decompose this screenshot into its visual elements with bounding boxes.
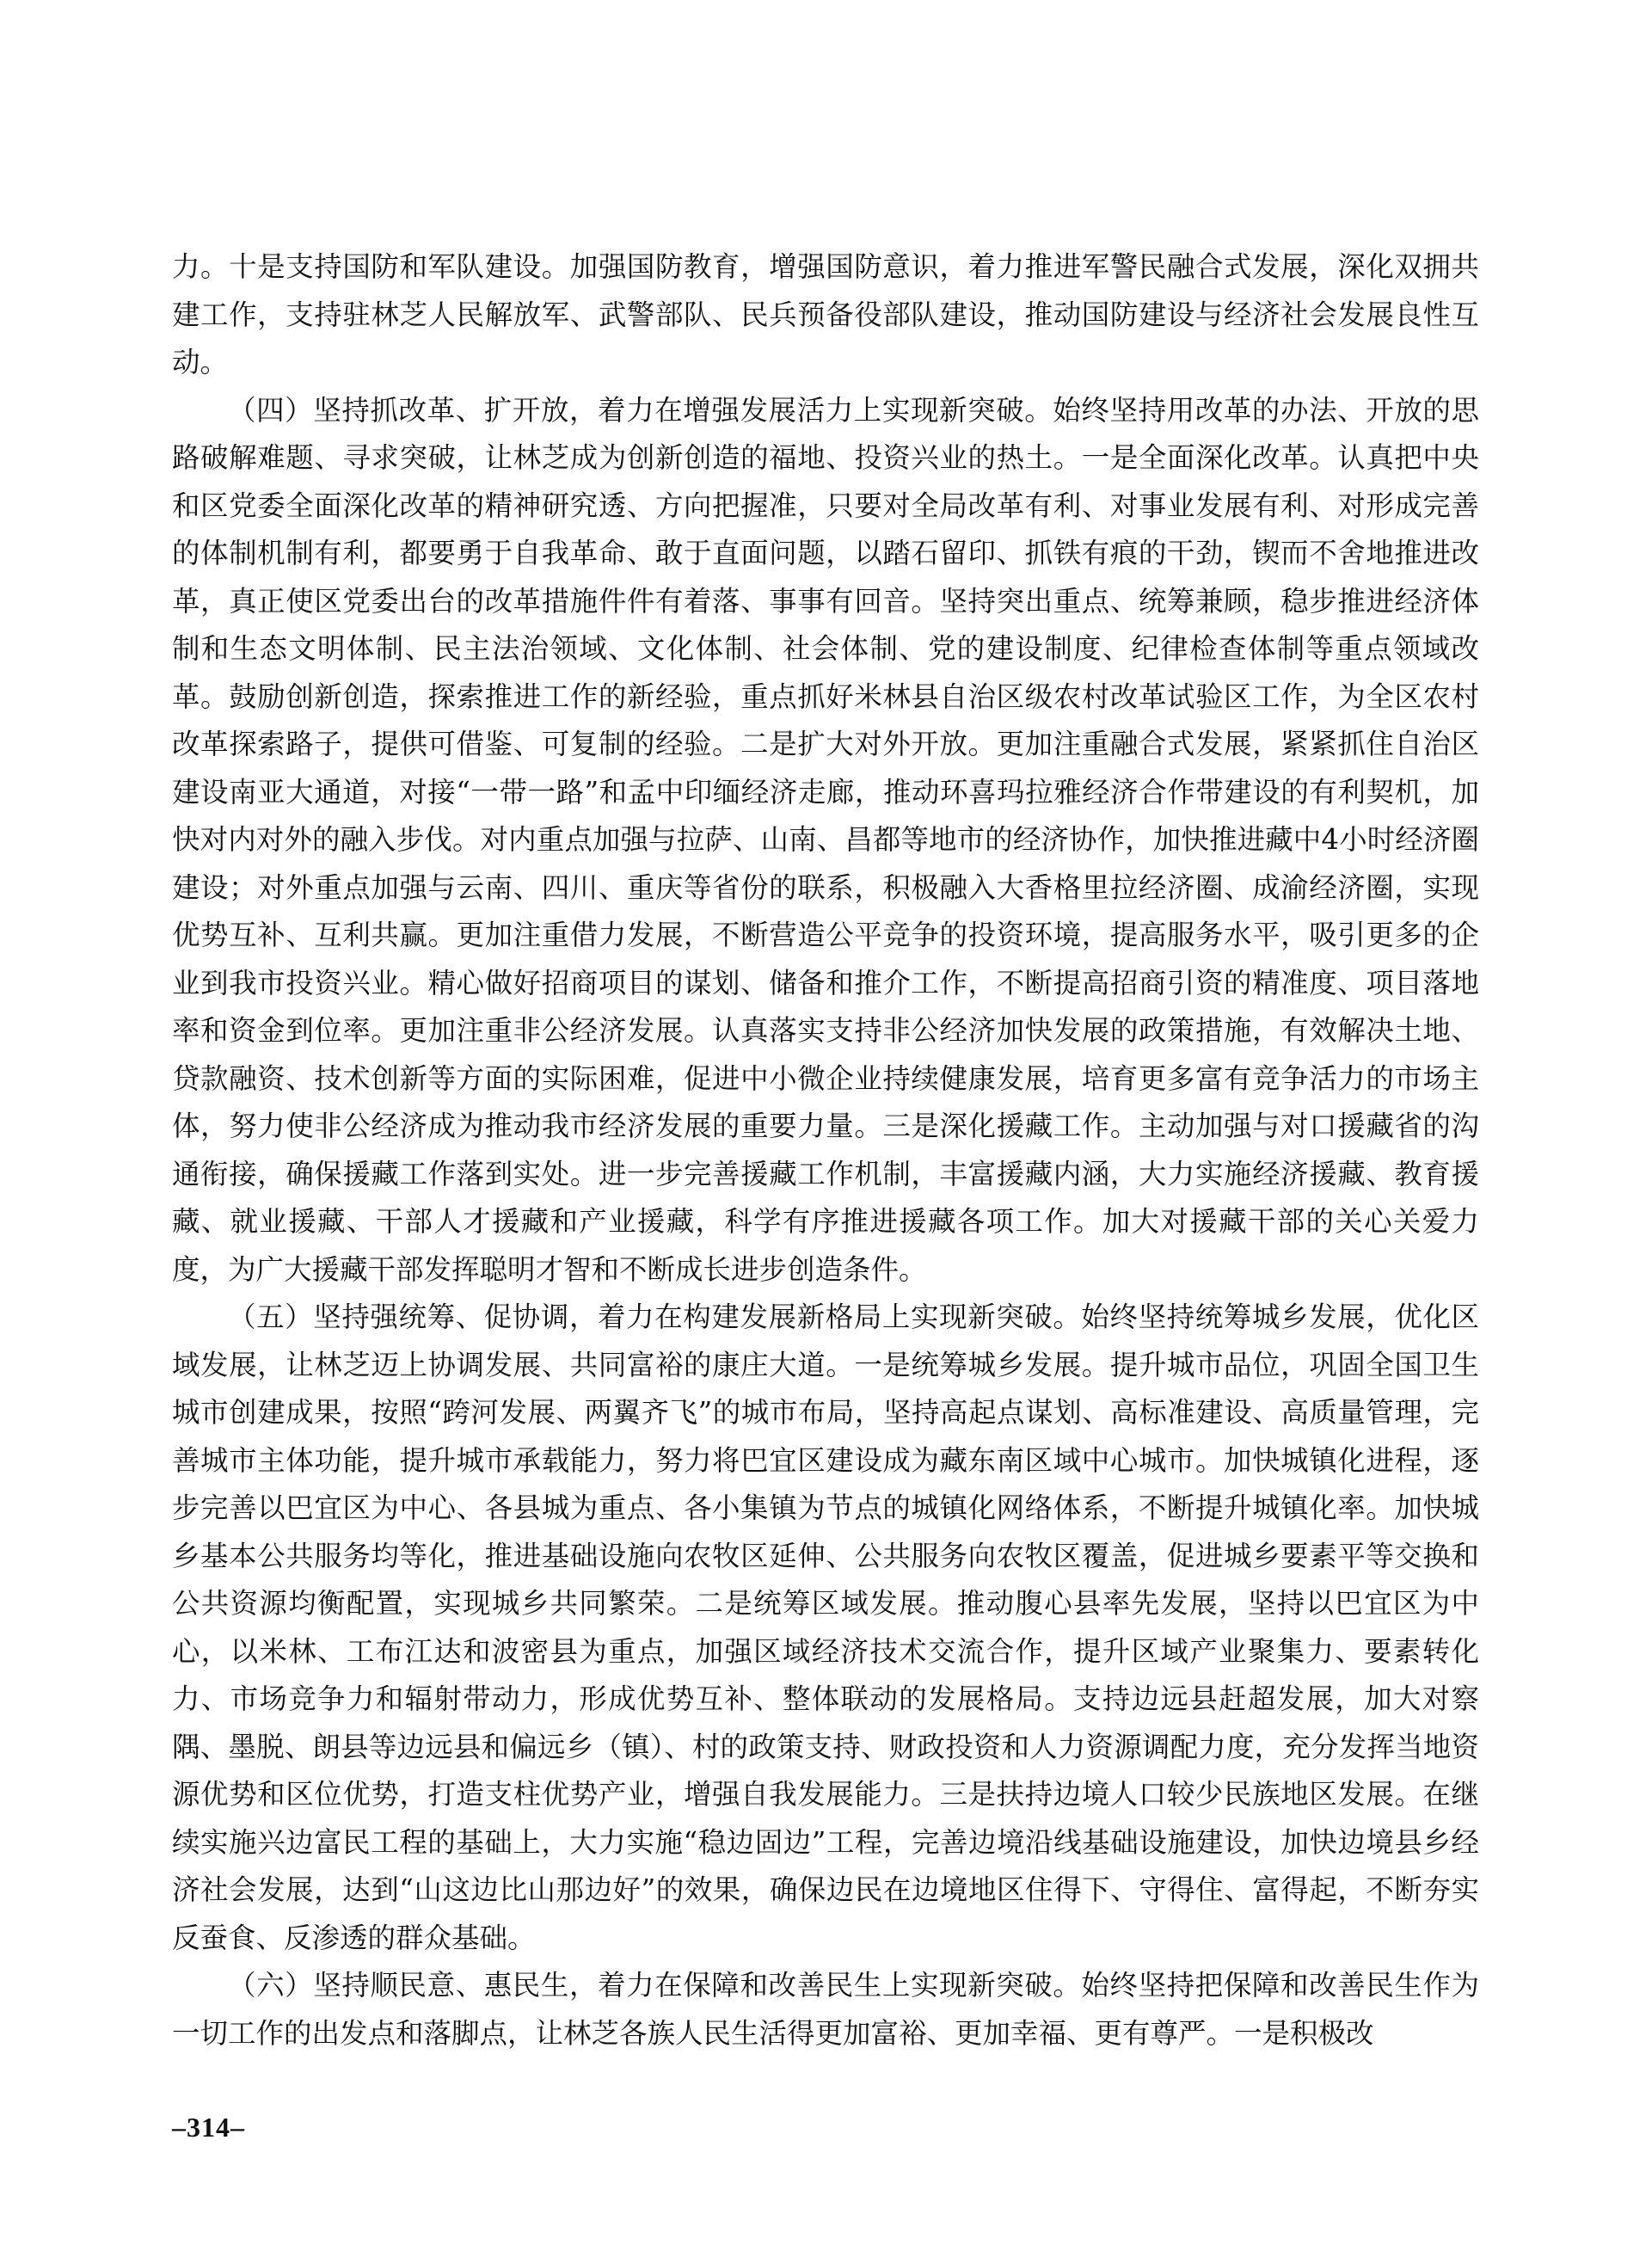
paragraph-section-5: （五）坚持强统筹、促协调，着力在构建发展新格局上实现新突破。始终坚持统筹城乡发展，优化区域发展，让林芝迈上协调发展、共同富裕的康庄大道。一是统筹城乡发展。提升城市品位，巩固全国卫生城市创建成果，按照“跨河发展、两翼齐飞”的城市布局，坚持高起点谋划、高标准建设、高质量管理，完善城市主体功能，提升城市承载能力，努力将巴宜区建设成为藏东南区域中心城市。加快城镇化进程，逐步完善以巴宜区为中心、各县城为重点、各小集镇为节点的城镇化网络体系，不断提升城镇化率。加快城乡基本公共服务均等化，推进基础设施向农牧区延伸、公共服务向农牧区覆盖，促进城乡要素平等交换和公共资源均衡配置，实现城乡共同繁荣。二是统筹区域发展。推动腹心县率先发展，坚持以巴宜区为中心，以米林、工布江达和波密县为重点，加强区域经济技术交流合作，提升区域产业聚集力、要素转化力、市场竞争力和辐射带动力，形成优势互补、整体联动的发展格局。支持边远县赶超发展，加大对察隅、墨脱、朗县等边远县和偏远乡（镇）、村的政策支持、财政投资和人力资源调配力度，充分发挥当地资源优势和区位优势，打造支柱优势产业，增强自我发展能力。三是扶持边境人口较少民族地区发展。在继续实施兴边富民工程的基础上，大力实施“稳边固边”工程，完善边境沿线基础设施建设，加快边境县乡经济社会发展，达到“山这边比山那边好”的效果，确保边民在边境地区住得下、守得住、富得起，不断夯实反蚕食、反渗透的群众基础。: [172, 1301, 1479, 1954]
paragraph-section-4: （四）坚持抓改革、扩开放，着力在增强发展活力上实现新突破。始终坚持用改革的办法、开放的思路破解难题、寻求突破，让林芝成为创新创造的福地、投资兴业的热土。一是全面深化改革。认真把中央和区党委全面深化改革的精神研究透、方向把握准，只要对全局改革有利、对事业发展有利、对形成完善的体制机制有利，都要勇于自我革命、敢于直面问题，以踏石留印、抓铁有痕的干劲，锲而不舍地推进改革，真正使区党委出台的改革措施件件有着落、事事有回音。坚持突出重点、统筹兼顾，稳步推进经济体制和生态文明体制、民主法治领域、文化体制、社会体制、党的建设制度、纪律检查体制等重点领域改革。鼓励创新创造，探索推进工作的新经验，重点抓好米林县自治区级农村改革试验区工作，为全区农村改革探索路子，提供可借鉴、可复制的经验。二是扩大对外开放。更加注重融合式发展，紧紧抓住自治区建设南亚大通道，对接“一带一路”和孟中印缅经济走廊，推动环喜玛拉雅经济合作带建设的有利契机，加快对内对外的融入步伐。对内重点加强与拉萨、山南、昌都等地市的经济协作，加快推进藏中4小时经济圈建设；对外重点加强与云南、四川、重庆等省份的联系，积极融入大香格里拉经济圈、成渝经济圈，实现优势互补、互利共赢。更加注重借力发展，不断营造公平竞争的投资环境，提高服务水平，吸引更多的企业到我市投资兴业。精心做好招商项目的谋划、储备和推介工作，不断提高招商引资的精准度、项目落地率和资金到位率。更加注重非公经济发展。认真落实支持非公经济加快发展的政策措施，有效解决土地、贷款融资、技术创新等方面的实际困难，促进中小微企业持续健康发展，培育更多富有竞争活力的市场主体，努力使非公经济成为推动我市经济发展的重要力量。三是深化援藏工作。主动加强与对口援藏省的沟通衔接，确保援藏工作落到实处。进一步完善援藏工作机制，丰富援藏内涵，大力实施经济援藏、教育援藏、就业援藏、干部人才援藏和产业援藏，科学有序推进援藏各项工作。加大对援藏干部的关心关爱力度，为广大援藏干部发挥聪明才智和不断成长进步创造条件。: [172, 393, 1479, 1286]
document-body: [172, 243, 1479, 2057]
paragraph-continuation: 力。十是支持国防和军队建设。加强国防教育，增强国防意识，着力推进军警民融合式发展，深化双拥共建工作，支持驻林芝人民解放军、武警部队、民兵预备役部队建设，推动国防建设与经济社会发展良性互动。: [172, 250, 1479, 378]
page-number: –314–: [172, 2112, 245, 2143]
paragraph-section-6: （六）坚持顺民意、惠民生，着力在保障和改善民生上实现新突破。始终坚持把保障和改善民生作为一切工作的出发点和落脚点，让林芝各族人民生活得更加富裕、更加幸福、更有尊严。一是积极改: [172, 1969, 1479, 2050]
